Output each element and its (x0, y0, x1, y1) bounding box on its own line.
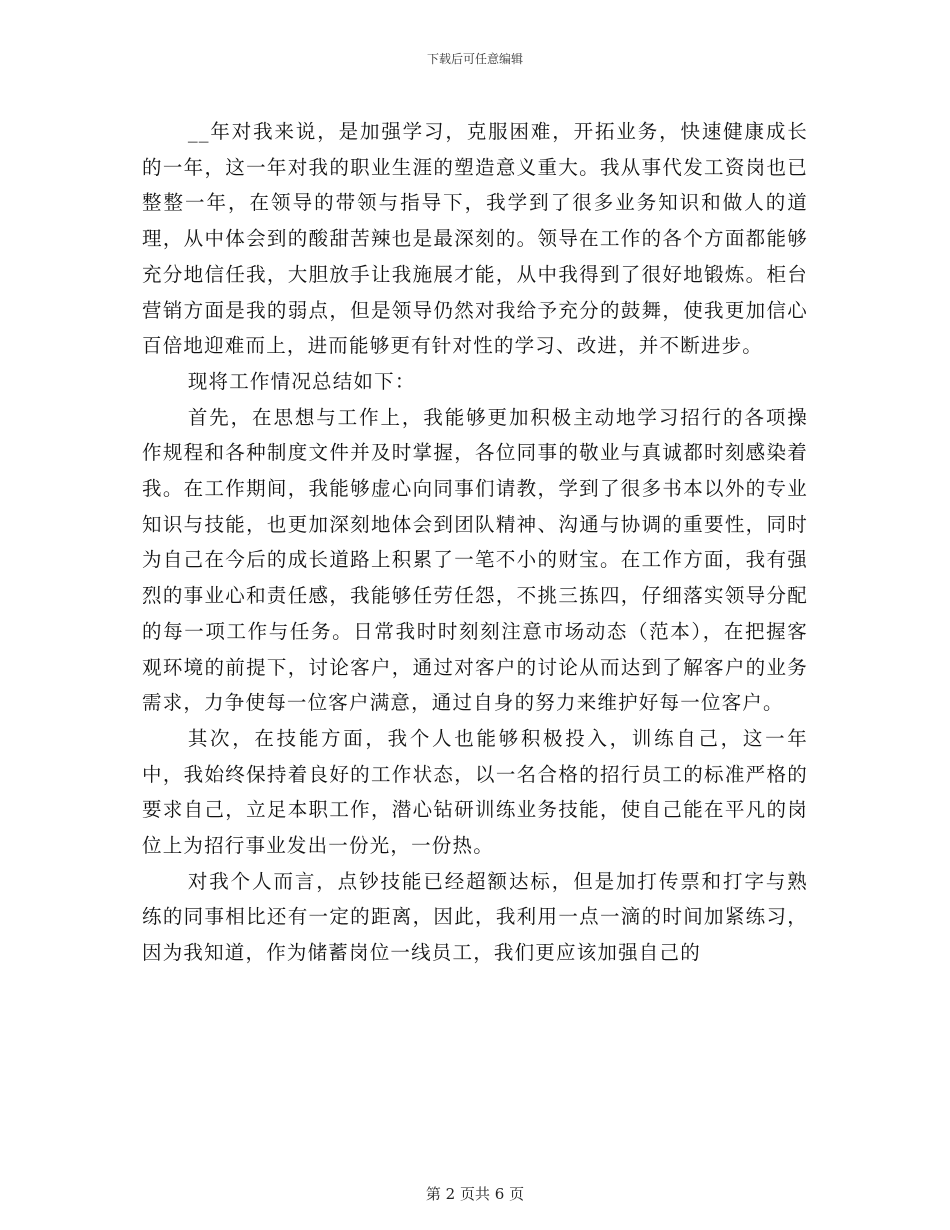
paragraph-first: 首先，在思想与工作上，我能够更加积极主动地学习招行的各项操作规程和各种制度文件并及时掌握，各位同事的敬业与真诚都时刻感染着我。在工作期间，我能够虚心向同事们请教，学到了很多书本以外的专业知识与技能，也更加深刻地体会到团队精神、沟通与协调的重要性，同时为自己在今后的成长道路上积累了一笔不小的财宝。在工作方面，我有强烈的事业心和责任感，我能够任劳任怨，不挑三拣四，仔细落实领导分配的每一项工作与任务。日常我时时刻刻注意市场动态（范本），在把握客观环境的前提下，讨论客户，通过对客户的讨论从而达到了解客户的业务需求，力争使每一位客户满意，通过自身的努力来维护好每一位客户。 (142, 405, 808, 715)
paragraph-intro: __年对我来说，是加强学习，克服困难，开拓业务，快速健康成长的一年，这一年对我的职业生涯的塑造意义重大。我从事代发工资岗也已整整一年，在领导的带领与指导下，我学到了很多业务知识和做人的道理，从中体会到的酸甜苦辣也是最深刻的。领导在工作的各个方面都能够充分地信任我，大胆放手让我施展才能，从中我得到了很好地锻炼。柜台营销方面是我的弱点，但是领导仍然对我给予充分的鼓舞，使我更加信心百倍地迎难而上，进而能够更有针对性的学习、改进，并不断进步。 (142, 120, 808, 358)
paragraph-second: 其次，在技能方面，我个人也能够积极投入，训练自己，这一年中，我始终保持着良好的工作状态，以一名合格的招行员工的标准严格的要求自己，立足本职工作，潜心钻研训练业务技能，使自己能在平凡的岗位上为招行事业发出一份光，一份热。 (142, 726, 808, 858)
page-footer: 第 2 页共 6 页 (425, 1185, 525, 1203)
document-body (142, 114, 808, 971)
paragraph-summary-lead: 现将工作情况总结如下： (187, 369, 416, 393)
paragraph-third: 对我个人而言，点钞技能已经超额达标，但是加打传票和打字与熟练的同事相比还有一定的距离，因此，我利用一点一滴的时间加紧练习，因为我知道，作为储蓄岗位一线员工，我们更应该加强自己的 (142, 869, 808, 965)
page-header: 下载后可任意编辑 (426, 52, 523, 66)
